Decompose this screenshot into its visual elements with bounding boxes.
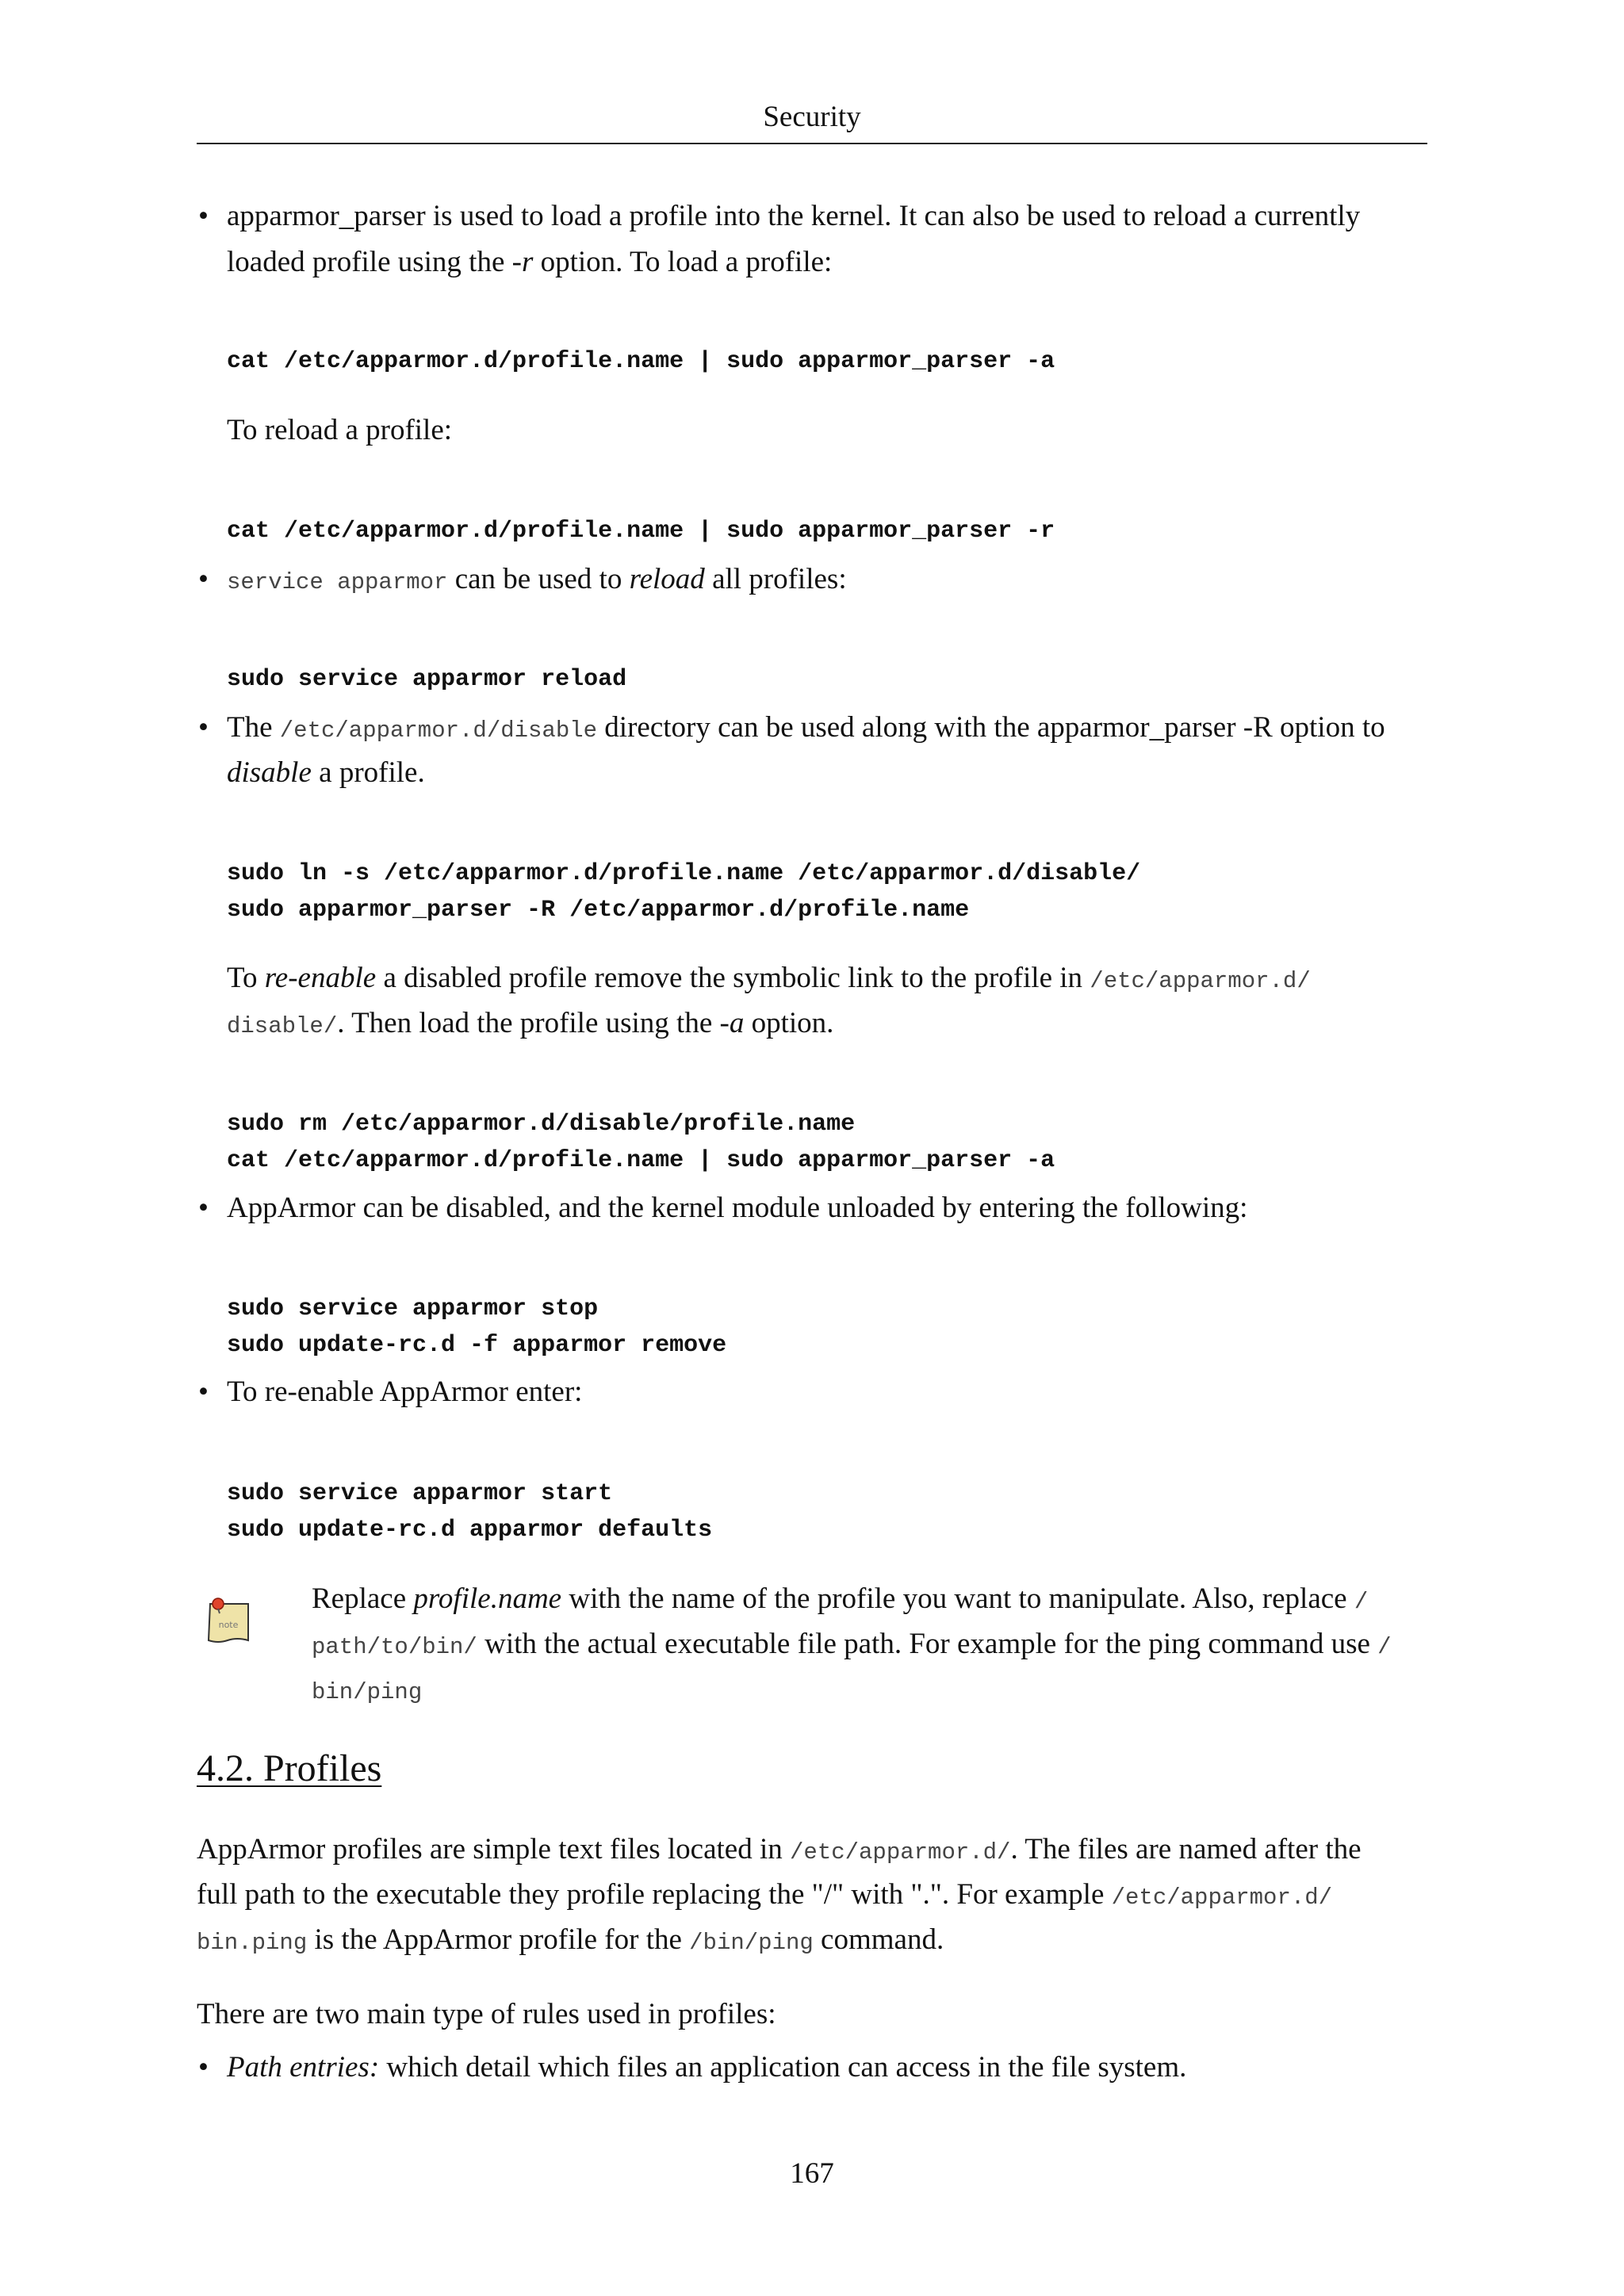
- code-block: cat /etc/apparmor.d/profile.name | sudo apparmor_parser -a: [227, 348, 1055, 375]
- bullet-text: To re-enable AppArmor enter:: [227, 1376, 583, 1408]
- bullet-icon: •: [198, 2051, 209, 2084]
- paragraph: There are two main type of rules used in profiles:: [197, 1998, 776, 2030]
- bullet-icon: •: [198, 711, 209, 744]
- bullet-text: apparmor_parser is used to load a profile into the kernel. It can also be used to reload a currently: [227, 200, 1361, 232]
- code-block: sudo service apparmor stop sudo update-rc.d -f apparmor remove: [227, 1295, 727, 1359]
- code-block: cat /etc/apparmor.d/profile.name | sudo apparmor_parser -r: [227, 518, 1055, 545]
- page-number: 167: [790, 2157, 834, 2190]
- bullet-icon: •: [198, 563, 209, 595]
- bullet-text: The /etc/apparmor.d/disable directory can be used along with the apparmor_parser -R option to: [227, 711, 1385, 744]
- bullet-text: service apparmor can be used to reload all profiles:: [227, 563, 847, 595]
- paragraph: full path to the executable they profile replacing the "/" with ".". For example /etc/apparmor.d/: [197, 1878, 1333, 1911]
- bullet-icon: •: [198, 200, 209, 232]
- bullet-icon: •: [198, 1376, 209, 1408]
- running-header: Security: [763, 101, 861, 133]
- paragraph: AppArmor profiles are simple text files located in /etc/apparmor.d/. The files are named after the: [197, 1833, 1362, 1866]
- note-icon: [205, 1596, 253, 1645]
- code-block: sudo service apparmor start sudo update-rc.d apparmor defaults: [227, 1480, 713, 1544]
- code-block: sudo rm /etc/apparmor.d/disable/profile.name cat /etc/apparmor.d/profile.name | sudo apparmor_parser -a: [227, 1111, 1055, 1174]
- bullet-text: Path entries: which detail which files an application can access in the file system.: [227, 2051, 1187, 2084]
- paragraph: bin.ping is the AppArmor profile for the /bin/ping command.: [197, 1923, 944, 1956]
- header-rule: [197, 143, 1427, 144]
- code-block: sudo service apparmor reload: [227, 666, 627, 693]
- bullet-icon: •: [198, 1192, 209, 1224]
- note-text: path/to/bin/ with the actual executable file path. For example for the ping command use /: [312, 1628, 1392, 1660]
- bullet-text: disable a profile.: [227, 756, 425, 789]
- note-text: Replace profile.name with the name of the profile you want to manipulate. Also, replace /: [312, 1582, 1369, 1615]
- code-block: sudo ln -s /etc/apparmor.d/profile.name /etc/apparmor.d/disable/ sudo apparmor_parser -R /etc/apparmor.d/profile.name: [227, 860, 1141, 924]
- section-heading[interactable]: 4.2. Profiles: [197, 1747, 382, 1789]
- paragraph: To reload a profile:: [227, 414, 453, 446]
- paragraph: disable/. Then load the profile using the -a option.: [227, 1007, 834, 1039]
- bullet-text: AppArmor can be disabled, and the kernel module unloaded by entering the following:: [227, 1192, 1248, 1224]
- note-text: bin/ping: [312, 1679, 423, 1705]
- note-icon-label: note: [218, 1620, 239, 1630]
- bullet-text: loaded profile using the -r option. To load a profile:: [227, 246, 833, 278]
- paragraph: To re-enable a disabled profile remove the symbolic link to the profile in /etc/apparmor.d/: [227, 962, 1311, 994]
